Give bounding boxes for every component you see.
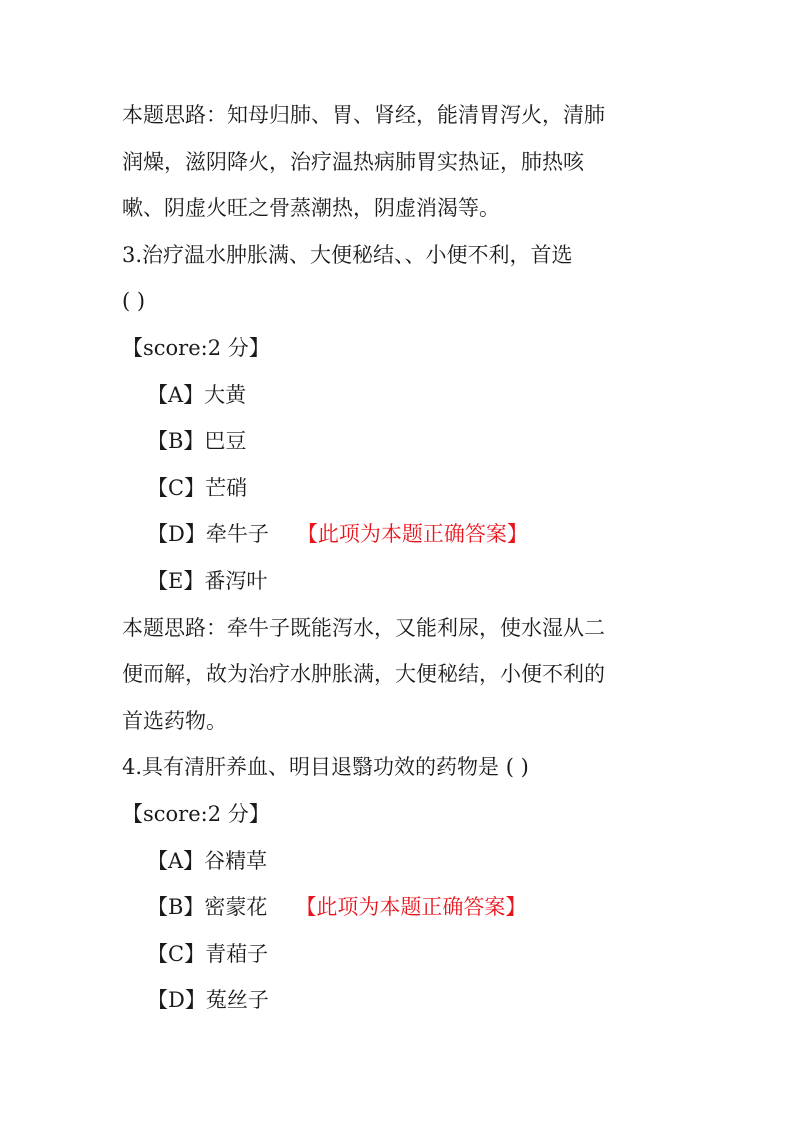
q4-option-d[interactable] [122, 977, 682, 1024]
q2-explanation-line: 润燥，滋阴降火，治疗温热病肺胃实热证，肺热咳 [122, 149, 584, 174]
q3-stem-line: ( ) [122, 289, 146, 314]
q2-explanation-line: 嗽、阴虚火旺之骨蒸潮热，阴虚消渴等。 [122, 196, 500, 221]
q3-score: 【score:2 分】 [122, 335, 270, 360]
q3-option-a[interactable] [122, 372, 682, 419]
q4-score: 【score:2 分】 [122, 801, 270, 826]
q3-explanation-line: 本题思路：牵牛子既能泻水，又能利尿，使水湿从二 [122, 615, 605, 640]
option-label: 【C】芒硝 [147, 475, 248, 500]
q3-option-e[interactable] [122, 558, 682, 605]
q3-option-b[interactable] [122, 418, 682, 465]
option-label: 【B】密蒙花 [147, 895, 268, 920]
option-label: 【C】青葙子 [147, 941, 269, 966]
option-label: 【A】谷精草 [147, 848, 268, 873]
q4-option-c[interactable] [122, 931, 682, 978]
option-label: 【E】番泻叶 [147, 568, 268, 593]
option-label: 【D】菟丝子 [147, 988, 269, 1013]
q2-explanation-line: 本题思路：知母归肺、胃、肾经，能清胃泻火，清肺 [122, 103, 605, 127]
q3-stem-line: 3.治疗温水肿胀满、大便秘结、、小便不利，首选 [122, 242, 573, 267]
q3-explanation-line: 首选药物。 [122, 708, 227, 733]
q3-explanation-line: 便而解，故为治疗水肿胀满，大便秘结，小便不利的 [122, 662, 605, 687]
document-page [122, 92, 682, 1024]
q4-stem-line: 4.具有清肝养血、明目退翳功效的药物是 ( ) [122, 755, 529, 780]
option-label: 【A】大黄 [147, 382, 247, 407]
correct-answer-marker: 【此项为本题正确答案】 [295, 895, 527, 920]
q4-option-b[interactable] [122, 884, 682, 931]
q3-option-c[interactable] [122, 465, 682, 512]
q3-option-d[interactable] [122, 511, 682, 558]
option-label: 【D】牵牛子 [147, 522, 269, 547]
correct-answer-marker: 【此项为本题正确答案】 [296, 522, 528, 547]
option-label: 【B】巴豆 [147, 429, 247, 454]
q4-option-a[interactable] [122, 838, 682, 885]
